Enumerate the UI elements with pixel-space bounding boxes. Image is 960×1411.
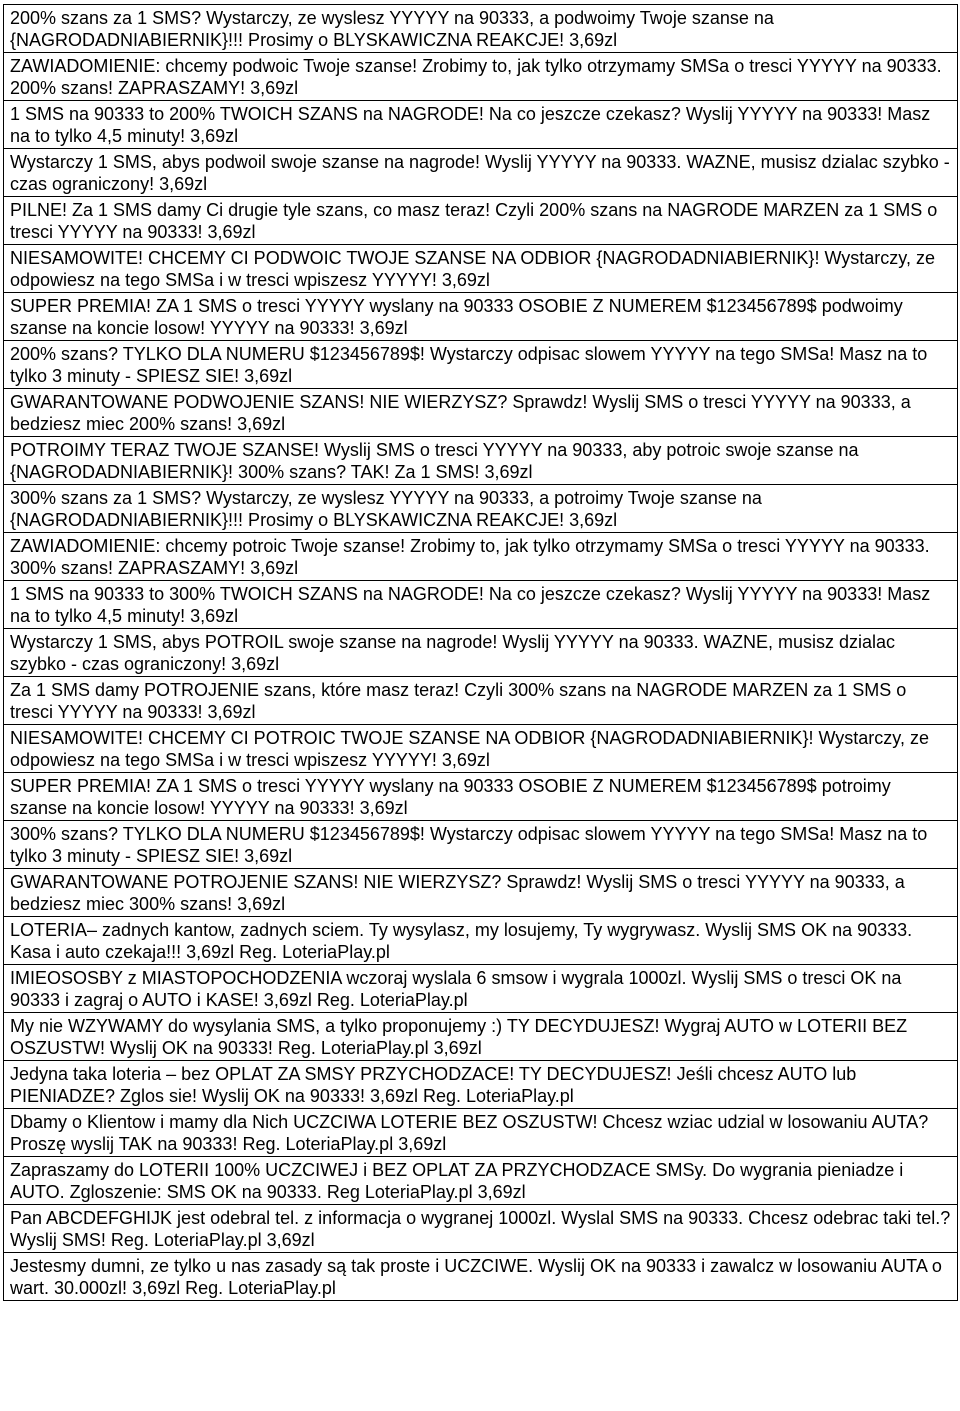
- table-row: [4, 533, 958, 581]
- sms-message-cell: Zapraszamy do LOTERII 100% UCZCIWEJ i BEZ OPLAT ZA PRZYCHODZACE SMSy. Do wygrania pieniadze i AUTO. Zgloszenie: SMS OK na 90333. Reg LoteriaPlay.pl 3,69zl: [4, 1157, 958, 1205]
- table-row: [4, 773, 958, 821]
- sms-message-cell: SUPER PREMIA! ZA 1 SMS o tresci YYYYY wyslany na 90333 OSOBIE Z NUMEREM $123456789$ potroimy szanse na koncie losow! YYYYY na 90333! 3,69zl: [4, 773, 958, 821]
- sms-message-cell: Dbamy o Klientow i mamy dla Nich UCZCIWA LOTERIE BEZ OSZUSTW! Chcesz wziac udzial w losowaniu AUTA? Proszę wyslij TAK na 90333! Reg. LoteriaPlay.pl 3,69zl: [4, 1109, 958, 1157]
- sms-message-cell: ZAWIADOMIENIE: chcemy potroic Twoje szanse! Zrobimy to, jak tylko otrzymamy SMSa o tresci YYYYY na 90333. 300% szans! ZAPRASZAMY! 3,69zl: [4, 533, 958, 581]
- sms-message-cell: Za 1 SMS damy POTROJENIE szans, które masz teraz! Czyli 300% szans na NAGRODE MARZEN za 1 SMS o tresci YYYYY na 90333! 3,69zl: [4, 677, 958, 725]
- sms-message-cell: ZAWIADOMIENIE: chcemy podwoic Twoje szanse! Zrobimy to, jak tylko otrzymamy SMSa o tresci YYYYY na 90333. 200% szans! ZAPRASZAMY! 3,69zl: [4, 53, 958, 101]
- sms-message-cell: GWARANTOWANE POTROJENIE SZANS! NIE WIERZYSZ? Sprawdz! Wyslij SMS o tresci YYYYY na 90333, a bedziesz miec 300% szans! 3,69zl: [4, 869, 958, 917]
- table-row: [4, 821, 958, 869]
- table-row: [4, 389, 958, 437]
- table-row: [4, 1205, 958, 1253]
- table-row: [4, 245, 958, 293]
- sms-message-cell: 200% szans? TYLKO DLA NUMERU $123456789$! Wystarczy odpisac slowem YYYYY na tego SMSa! Masz na to tylko 3 minuty - SPIESZ SIE! 3,69zl: [4, 341, 958, 389]
- table-row: [4, 5, 958, 53]
- table-row: [4, 197, 958, 245]
- sms-message-cell: NIESAMOWITE! CHCEMY CI PODWOIC TWOJE SZANSE NA ODBIOR {NAGRODADNIABIERNIK}! Wystarczy, ze odpowiesz na tego SMSa i w tresci wpiszesz YYYYY! 3,69zl: [4, 245, 958, 293]
- sms-message-cell: My nie WZYWAMY do wysylania SMS, a tylko proponujemy :) TY DECYDUJESZ! Wygraj AUTO w LOTERII BEZ OSZUSTW! Wyslij OK na 90333! Reg. LoteriaPlay.pl 3,69zl: [4, 1013, 958, 1061]
- table-row: [4, 917, 958, 965]
- table-row: [4, 1157, 958, 1205]
- sms-message-cell: Jedyna taka loteria – bez OPLAT ZA SMSY PRZYCHODZACE! TY DECYDUJESZ! Jeśli chcesz AUTO lub PIENIADZE? Zglos sie! Wyslij OK na 90333! 3,69zl Reg. LoteriaPlay.pl: [4, 1061, 958, 1109]
- sms-message-cell: 200% szans za 1 SMS? Wystarczy, ze wyslesz YYYYY na 90333, a podwoimy Twoje szanse na {NAGRODADNIABIERNIK}!!! Prosimy o BLYSKAWICZNA REAKCJE! 3,69zl: [4, 5, 958, 53]
- sms-message-cell: Pan ABCDEFGHIJK jest odebral tel. z informacja o wygranej 1000zl. Wyslal SMS na 90333. Chcesz odebrac taki tel.? Wyslij SMS! Reg. LoteriaPlay.pl 3,69zl: [4, 1205, 958, 1253]
- sms-message-cell: SUPER PREMIA! ZA 1 SMS o tresci YYYYY wyslany na 90333 OSOBIE Z NUMEREM $123456789$ podwoimy szanse na koncie losow! YYYYY na 90333! 3,69zl: [4, 293, 958, 341]
- sms-message-cell: 300% szans? TYLKO DLA NUMERU $123456789$! Wystarczy odpisac slowem YYYYY na tego SMSa! Masz na to tylko 3 minuty - SPIESZ SIE! 3,69zl: [4, 821, 958, 869]
- table-row: [4, 677, 958, 725]
- table-row: [4, 1253, 958, 1301]
- table-row: [4, 437, 958, 485]
- sms-message-cell: GWARANTOWANE PODWOJENIE SZANS! NIE WIERZYSZ? Sprawdz! Wyslij SMS o tresci YYYYY na 90333, a bedziesz miec 200% szans! 3,69zl: [4, 389, 958, 437]
- table-row: [4, 629, 958, 677]
- table-row: [4, 149, 958, 197]
- sms-messages-body: [4, 5, 958, 1301]
- sms-messages-table: [3, 4, 958, 1301]
- sms-message-cell: Wystarczy 1 SMS, abys POTROIL swoje szanse na nagrode! Wyslij YYYYY na 90333. WAZNE, musisz dzialac szybko - czas ograniczony! 3,69zl: [4, 629, 958, 677]
- table-row: [4, 53, 958, 101]
- sms-message-cell: Jestesmy dumni, ze tylko u nas zasady są tak proste i UCZCIWE. Wyslij OK na 90333 i zawalcz w losowaniu AUTA o wart. 30.000zl! 3,69zl Reg. LoteriaPlay.pl: [4, 1253, 958, 1301]
- table-row: [4, 1109, 958, 1157]
- table-row: [4, 1061, 958, 1109]
- sms-message-cell: 1 SMS na 90333 to 200% TWOICH SZANS na NAGRODE! Na co jeszcze czekasz? Wyslij YYYYY na 90333! Masz na to tylko 4,5 minuty! 3,69zl: [4, 101, 958, 149]
- table-row: [4, 485, 958, 533]
- table-row: [4, 869, 958, 917]
- table-row: [4, 1013, 958, 1061]
- sms-message-cell: PILNE! Za 1 SMS damy Ci drugie tyle szans, co masz teraz! Czyli 200% szans na NAGRODE MARZEN za 1 SMS o tresci YYYYY na 90333! 3,69zl: [4, 197, 958, 245]
- sms-message-cell: NIESAMOWITE! CHCEMY CI POTROIC TWOJE SZANSE NA ODBIOR {NAGRODADNIABIERNIK}! Wystarczy, ze odpowiesz na tego SMSa i w tresci wpiszesz YYYYY! 3,69zl: [4, 725, 958, 773]
- table-row: [4, 725, 958, 773]
- table-row: [4, 341, 958, 389]
- table-row: [4, 581, 958, 629]
- table-row: [4, 293, 958, 341]
- sms-message-cell: 300% szans za 1 SMS? Wystarczy, ze wyslesz YYYYY na 90333, a potroimy Twoje szanse na {NAGRODADNIABIERNIK}!!! Prosimy o BLYSKAWICZNA REAKCJE! 3,69zl: [4, 485, 958, 533]
- sms-message-cell: LOTERIA– zadnych kantow, zadnych sciem. Ty wysylasz, my losujemy, Ty wygrywasz. Wyslij SMS OK na 90333. Kasa i auto czekaja!!! 3,69zl Reg. LoteriaPlay.pl: [4, 917, 958, 965]
- sms-message-cell: 1 SMS na 90333 to 300% TWOICH SZANS na NAGRODE! Na co jeszcze czekasz? Wyslij YYYYY na 90333! Masz na to tylko 4,5 minuty! 3,69zl: [4, 581, 958, 629]
- sms-message-cell: Wystarczy 1 SMS, abys podwoil swoje szanse na nagrode! Wyslij YYYYY na 90333. WAZNE, musisz dzialac szybko - czas ograniczony! 3,69zl: [4, 149, 958, 197]
- sms-message-cell: POTROIMY TERAZ TWOJE SZANSE! Wyslij SMS o tresci YYYYY na 90333, aby potroic swoje szanse na {NAGRODADNIABIERNIK}! 300% szans? TAK! Za 1 SMS! 3,69zl: [4, 437, 958, 485]
- sms-message-cell: IMIEOSOSBY z MIASTOPOCHODZENIA wczoraj wyslala 6 smsow i wygrala 1000zl. Wyslij SMS o tresci OK na 90333 i zagraj o AUTO i KASE! 3,69zl Reg. LoteriaPlay.pl: [4, 965, 958, 1013]
- table-row: [4, 965, 958, 1013]
- table-row: [4, 101, 958, 149]
